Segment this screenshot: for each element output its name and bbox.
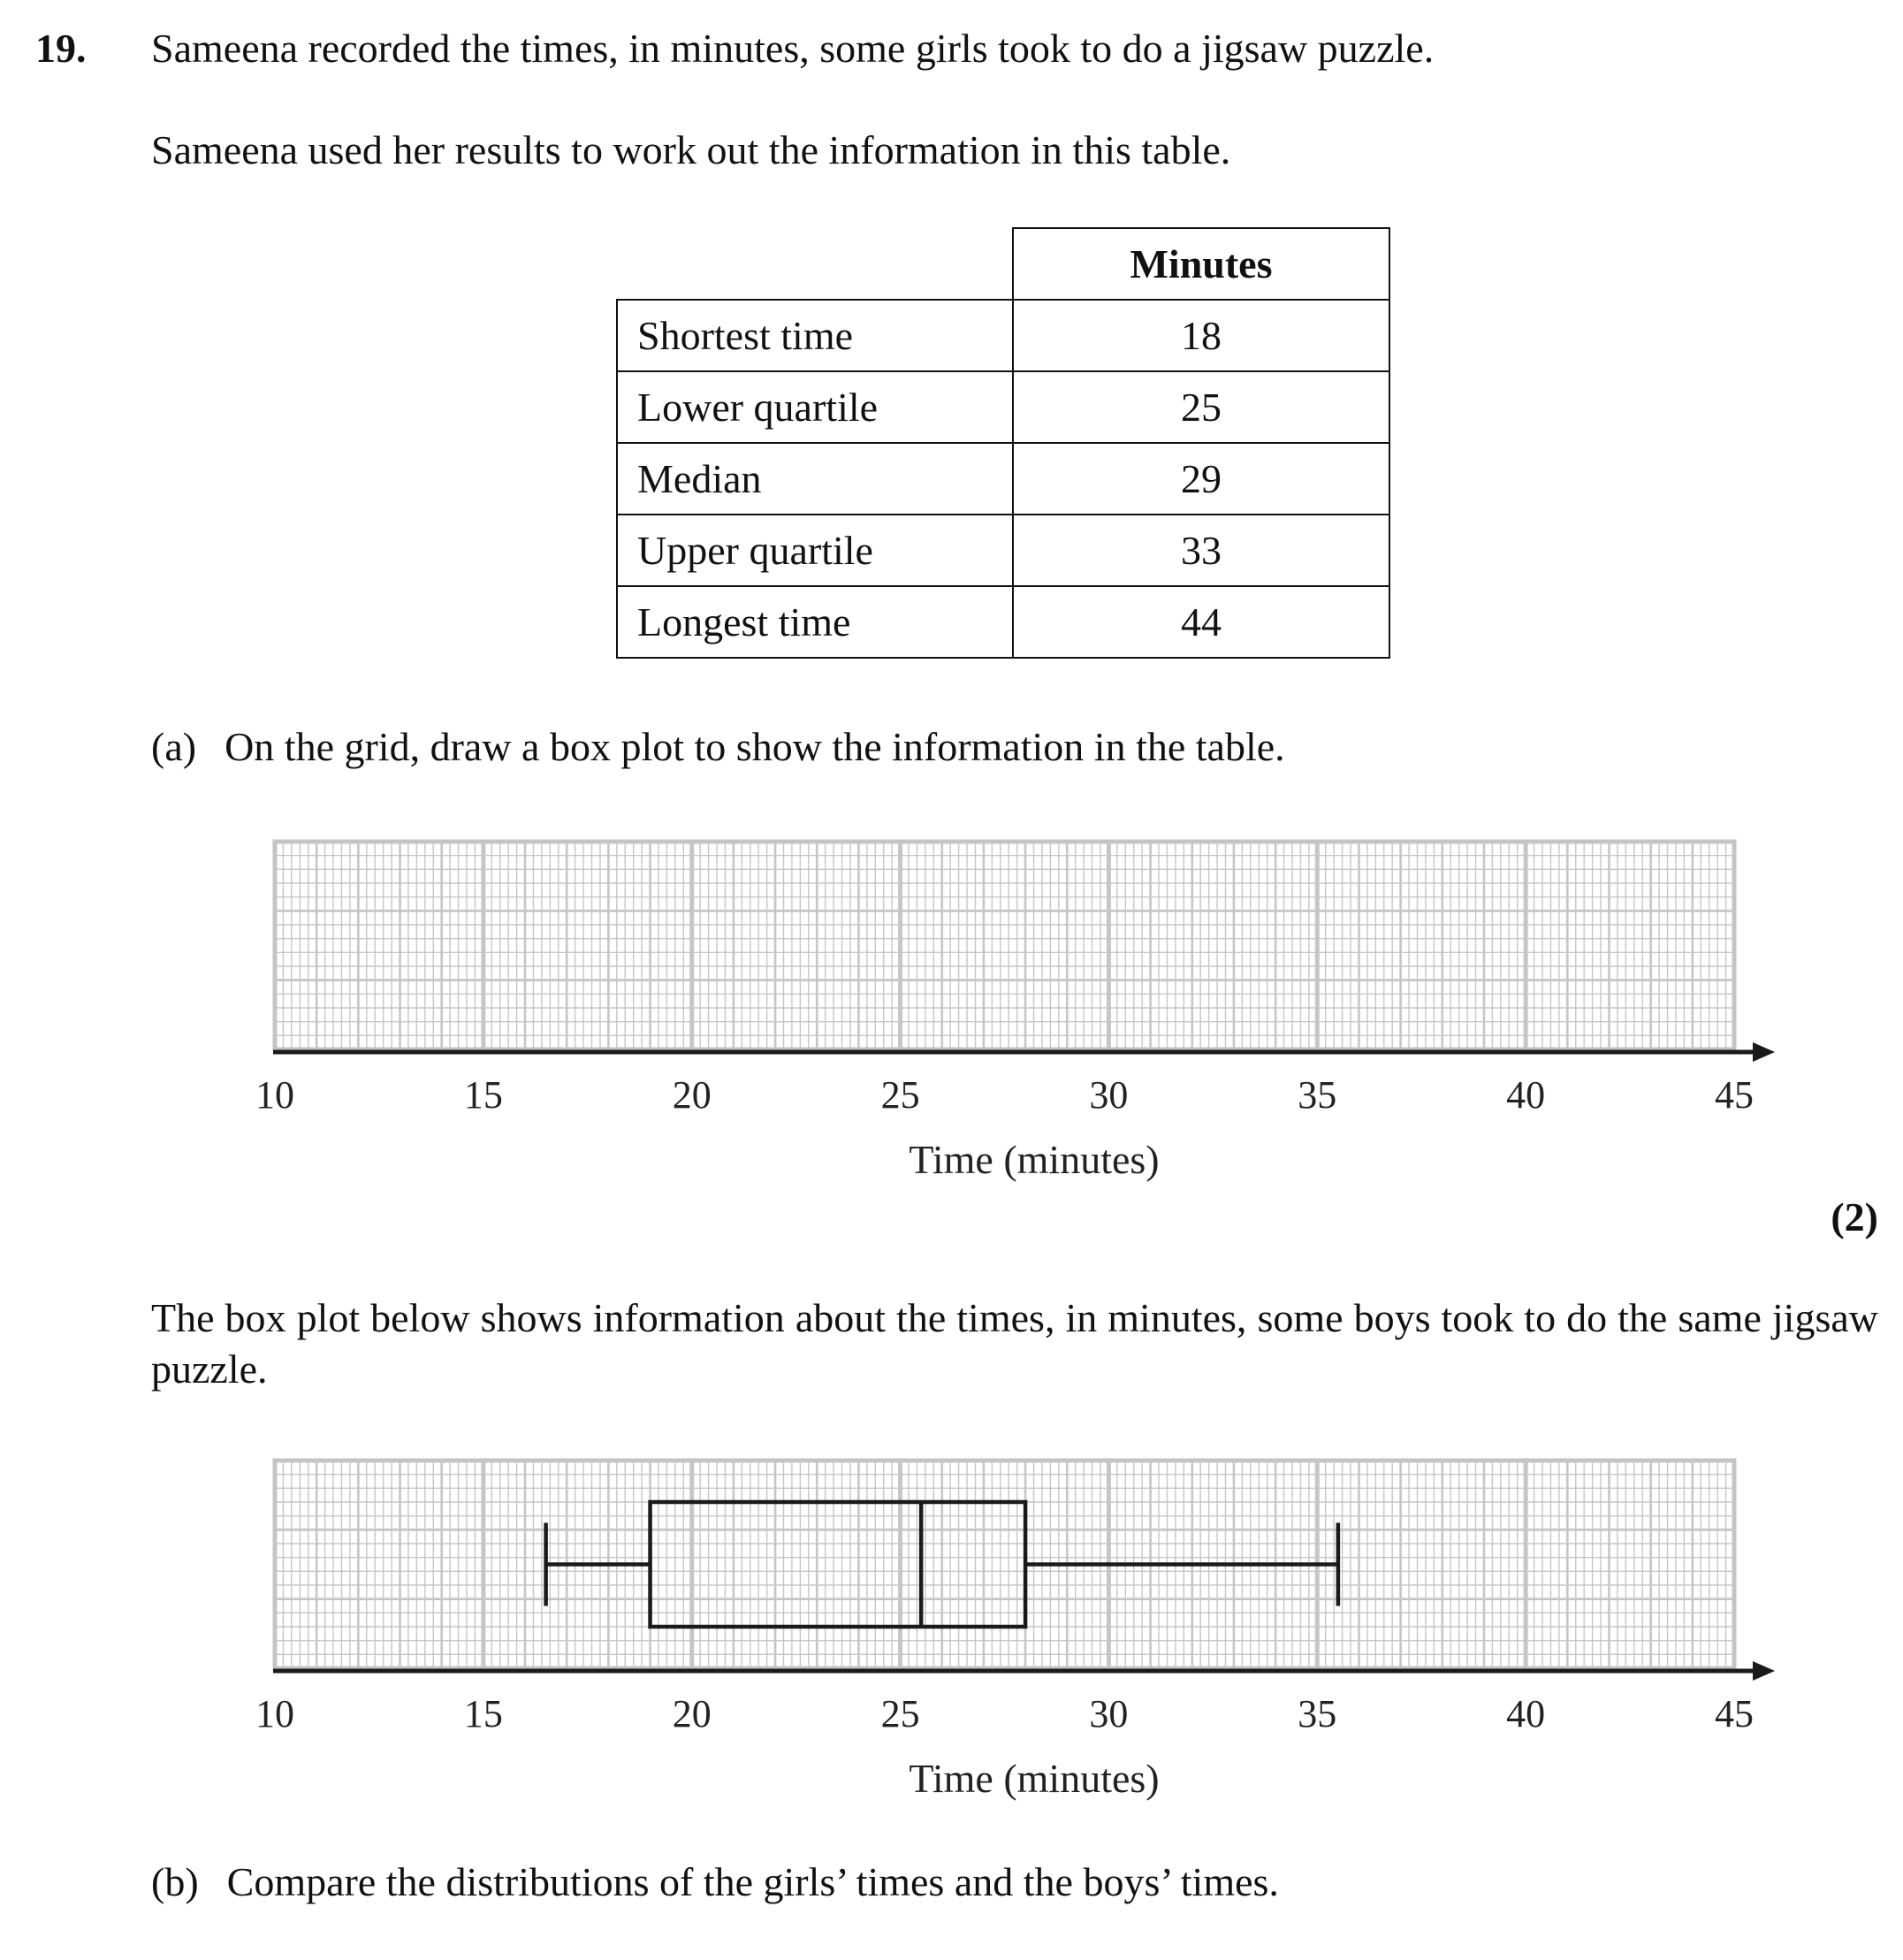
girls-grid: [275, 842, 1734, 1049]
part-b-text: Compare the distributions of the girls’ times and the boys’ times.: [226, 1859, 1279, 1904]
girls-tick-label: 25: [880, 1073, 920, 1117]
row-value: 18: [1013, 300, 1389, 371]
girls-box-plot-grid[interactable]: [0, 831, 1903, 1202]
row-label: Median: [617, 443, 1013, 515]
boys-tick-label: 10: [255, 1692, 294, 1735]
boys-axis-arrow: [1753, 1661, 1775, 1681]
table-row: [617, 515, 1389, 586]
row-label: Longest time: [617, 586, 1013, 658]
boys-tick-label: 40: [1506, 1692, 1546, 1735]
summary-table: [616, 227, 1390, 659]
part-a-text: On the grid, draw a box plot to show the information in the table.: [225, 724, 1285, 769]
boys-description: The box plot below shows information about the times, in minutes, some boys took to do the same jigsaw puzzle.: [151, 1295, 1878, 1392]
part-a: [151, 723, 1285, 770]
row-value: 44: [1013, 586, 1389, 658]
row-label: Lower quartile: [617, 371, 1013, 443]
intro-line-1: Sameena recorded the times, in minutes, some girls took to do a jigsaw puzzle.: [151, 26, 1435, 71]
row-value: 33: [1013, 515, 1389, 586]
boys-tick-label: 20: [672, 1692, 712, 1735]
table-row: [617, 443, 1389, 515]
girls-axis-arrow: [1753, 1042, 1775, 1062]
boys-grid: [275, 1460, 1734, 1668]
boys-tick-label: 15: [463, 1692, 503, 1735]
marks-a: (2): [1831, 1194, 1878, 1239]
boys-tick-label: 25: [880, 1692, 920, 1735]
girls-tick-label: 30: [1089, 1073, 1129, 1117]
part-b: [151, 1858, 1279, 1905]
girls-tick-label: 40: [1506, 1073, 1546, 1117]
table-header: Minutes: [1013, 228, 1389, 300]
girls-tick-label: 20: [672, 1073, 712, 1117]
row-value: 29: [1013, 443, 1389, 515]
girls-x-axis-label: Time (minutes): [909, 1137, 1160, 1182]
table-row: [617, 586, 1389, 658]
question-number: 19.: [35, 26, 87, 71]
boys-box-plot: [0, 1450, 1903, 1821]
row-label: Upper quartile: [617, 515, 1013, 586]
girls-tick-label: 35: [1298, 1073, 1337, 1117]
boys-grid-frame: [275, 1460, 1734, 1668]
boys-tick-label: 45: [1715, 1692, 1754, 1735]
boys-tick-label: 30: [1089, 1692, 1129, 1735]
row-value: 25: [1013, 371, 1389, 443]
girls-grid-frame: [275, 842, 1734, 1049]
boys-tick-label: 35: [1298, 1692, 1337, 1735]
boys-x-axis-label: Time (minutes): [909, 1756, 1160, 1801]
intro-line-2: Sameena used her results to work out the information in this table.: [151, 127, 1231, 172]
part-a-label: (a): [151, 724, 197, 769]
table-row: [617, 371, 1389, 443]
girls-tick-label: 45: [1715, 1073, 1754, 1117]
girls-tick-label: 10: [255, 1073, 294, 1117]
row-label: Shortest time: [617, 300, 1013, 371]
girls-tick-label: 15: [463, 1073, 503, 1117]
part-b-label: (b): [151, 1859, 199, 1904]
table-row: [617, 300, 1389, 371]
